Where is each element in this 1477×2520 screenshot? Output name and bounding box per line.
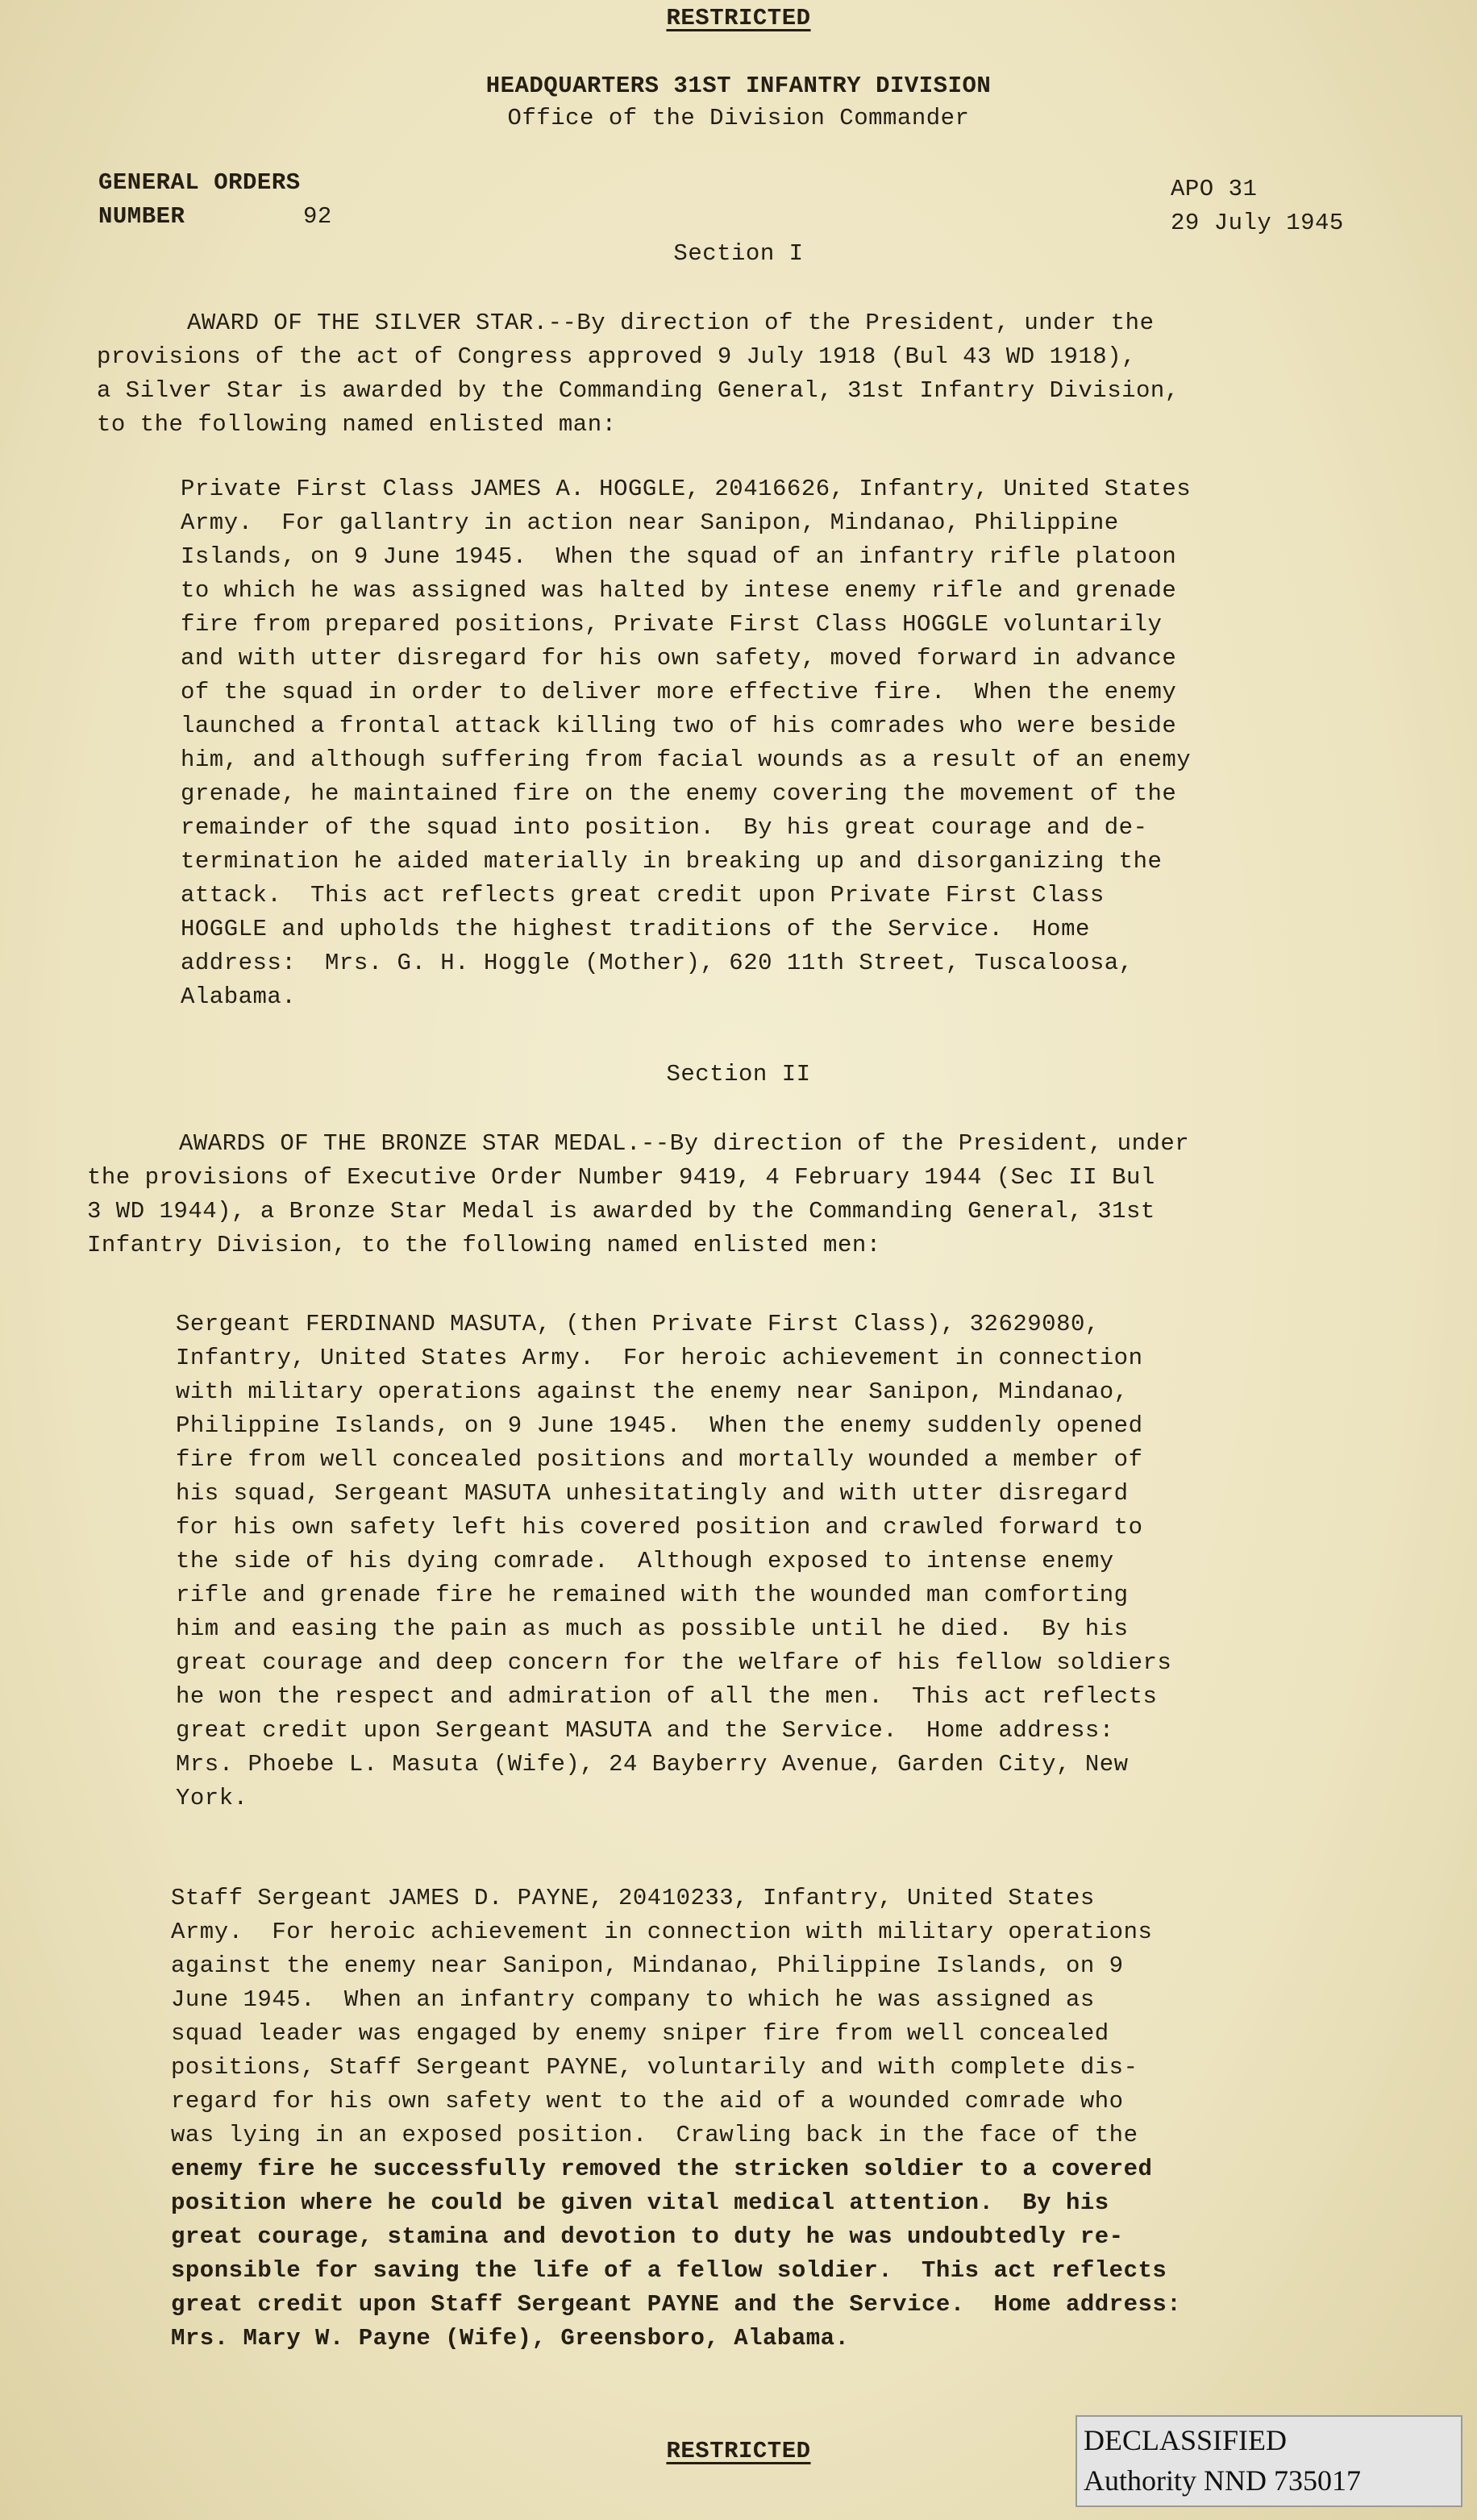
text-line: great credit upon Staff Sergeant PAYNE and the Service. Home address: <box>171 2291 1182 2318</box>
text-line: Staff Sergeant JAMES D. PAYNE, 20410233, Infantry, United States <box>171 1885 1095 1911</box>
classification-bottom: RESTRICTED <box>666 2438 811 2464</box>
text-line: great courage, stamina and devotion to duty he was undoubtedly re- <box>171 2223 1124 2250</box>
text-line: was lying in an exposed position. Crawling back in the face of the <box>171 2122 1138 2148</box>
order-date: 29 July 1945 <box>1171 210 1344 236</box>
text-line: great courage and deep concern for the welfare of his fellow soldiers <box>176 1649 1172 1676</box>
text-line: provisions of the act of Congress approved 9 July 1918 (Bul 43 WD 1918), <box>97 343 1137 370</box>
number-label: NUMBER <box>98 203 185 230</box>
text-line: of the squad in order to deliver more effective fire. When the enemy <box>181 679 1177 705</box>
text-line: position where he could be given vital medical attention. By his <box>171 2189 1109 2216</box>
text-line: fire from well concealed positions and mortally wounded a member of <box>176 1446 1143 1473</box>
text-line: grenade, he maintained fire on the enemy covering the movement of the <box>181 780 1177 807</box>
text-line: AWARD OF THE SILVER STAR.--By direction of the President, under the <box>187 310 1155 336</box>
text-line: rifle and grenade fire he remained with the wounded man comforting <box>176 1582 1129 1608</box>
apo-number: APO 31 <box>1171 176 1258 202</box>
text-line: sponsible for saving the life of a fellow soldier. This act reflects <box>171 2257 1167 2284</box>
declassified-label: DECLASSIFIED <box>1084 2424 1288 2456</box>
office-heading: Office of the Division Commander <box>507 105 970 131</box>
text-line: for his own safety left his covered position and crawled forward to <box>176 1514 1143 1541</box>
text-line: Mrs. Phoebe L. Masuta (Wife), 24 Bayberry Avenue, Garden City, New <box>176 1751 1129 1778</box>
text-line: positions, Staff Sergeant PAYNE, voluntarily and with complete dis- <box>171 2054 1138 2081</box>
text-line: Army. For gallantry in action near Sanipon, Mindanao, Philippine <box>181 509 1119 536</box>
text-line: HOGGLE and upholds the highest traditions of the Service. Home <box>181 916 1090 942</box>
text-line: launched a frontal attack killing two of his comrades who were beside <box>181 713 1177 739</box>
text-line: to which he was assigned was halted by intese enemy rifle and grenade <box>181 577 1177 604</box>
text-line: 3 WD 1944), a Bronze Star Medal is awarded by the Commanding General, 31st <box>87 1198 1155 1225</box>
declassified-stamp <box>1076 2415 1462 2507</box>
text-line: he won the respect and admiration of all the men. This act reflects <box>176 1683 1158 1710</box>
text-line: Sergeant FERDINAND MASUTA, (then Private First Class), 32629080, <box>176 1311 1100 1337</box>
text-line: his squad, Sergeant MASUTA unhesitatingly and with utter disregard <box>176 1480 1129 1507</box>
text-line: Philippine Islands, on 9 June 1945. When the enemy suddenly opened <box>176 1412 1143 1439</box>
section-1-title: Section I <box>673 240 804 267</box>
order-number: 92 <box>303 203 332 230</box>
text-line: Infantry, United States Army. For heroic achievement in connection <box>176 1345 1143 1371</box>
section-2-title: Section II <box>666 1061 811 1087</box>
text-line: address: Mrs. G. H. Hoggle (Mother), 620 11th Street, Tuscaloosa, <box>181 950 1134 976</box>
text-line: the side of his dying comrade. Although exposed to intense enemy <box>176 1548 1114 1574</box>
text-line: and with utter disregard for his own safety, moved forward in advance <box>181 645 1177 672</box>
text-line: termination he aided materially in breaking up and disorganizing the <box>181 848 1163 875</box>
text-line: fire from prepared positions, Private First Class HOGGLE voluntarily <box>181 611 1163 638</box>
text-line: June 1945. When an infantry company to which he was assigned as <box>171 1986 1095 2013</box>
text-line: with military operations against the enemy near Sanipon, Mindanao, <box>176 1379 1129 1405</box>
text-line: Mrs. Mary W. Payne (Wife), Greensboro, Alabama. <box>171 2325 850 2352</box>
text-line: York. <box>176 1785 248 1811</box>
unit-heading: HEADQUARTERS 31ST INFANTRY DIVISION <box>485 73 992 99</box>
text-line: remainder of the squad into position. By his great courage and de- <box>181 814 1148 841</box>
text-line: to the following named enlisted man: <box>97 411 617 438</box>
authority-label: Authority NND 735017 <box>1084 2464 1361 2497</box>
text-line: enemy fire he successfully removed the stricken soldier to a covered <box>171 2156 1153 2182</box>
text-line: regard for his own safety went to the aid of a wounded comrade who <box>171 2088 1124 2115</box>
text-line: attack. This act reflects great credit upon Private First Class <box>181 882 1105 909</box>
general-orders-label: GENERAL ORDERS <box>98 169 301 196</box>
classification-top: RESTRICTED <box>666 5 811 31</box>
text-line: great credit upon Sergeant MASUTA and the Service. Home address: <box>176 1717 1114 1744</box>
text-line: Islands, on 9 June 1945. When the squad of an infantry rifle platoon <box>181 543 1177 570</box>
text-line: Infantry Division, to the following named enlisted men: <box>87 1232 881 1258</box>
text-line: him and easing the pain as much as possible until he died. By his <box>176 1616 1129 1642</box>
text-line: squad leader was engaged by enemy sniper fire from well concealed <box>171 2020 1109 2047</box>
text-line: Army. For heroic achievement in connection with military operations <box>171 1919 1153 1945</box>
text-line: a Silver Star is awarded by the Commanding General, 31st Infantry Division, <box>97 377 1180 404</box>
text-line: Alabama. <box>181 983 297 1010</box>
text-line: him, and although suffering from facial wounds as a result of an enemy <box>181 746 1192 773</box>
text-line: Private First Class JAMES A. HOGGLE, 20416626, Infantry, United States <box>181 476 1192 502</box>
text-line: against the enemy near Sanipon, Mindanao, Philippine Islands, on 9 <box>171 1952 1124 1979</box>
text-line: the provisions of Executive Order Number 9419, 4 February 1944 (Sec II Bul <box>87 1164 1155 1191</box>
text-line: AWARDS OF THE BRONZE STAR MEDAL.--By direction of the President, under <box>179 1130 1190 1157</box>
